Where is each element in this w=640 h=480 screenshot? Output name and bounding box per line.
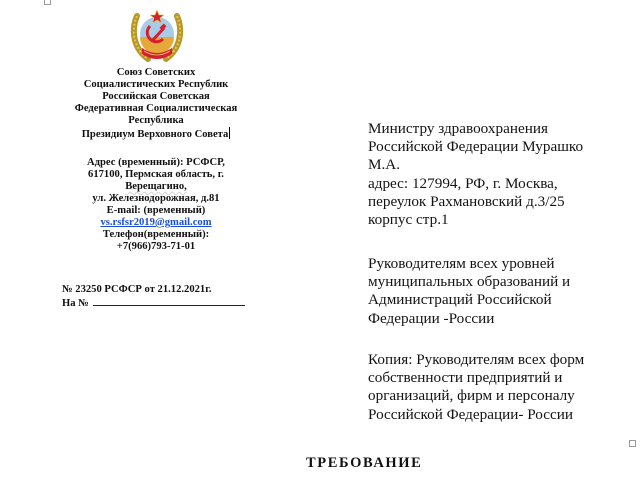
recipient-line: Руководителям всех уровней [368,255,555,272]
org-line-with-cursor [56,127,256,141]
email-link[interactable]: vs.rsfsr2019@gmail.com [100,217,212,228]
recipient-line: организаций, фирм и персоналу [368,387,575,405]
recipient-line: Федерации -России [368,309,495,327]
org-line: Российская Советская [102,91,210,102]
address-line: 617100, Пермская область, г. [88,169,224,180]
incoming-reference [62,296,245,310]
org-line: Союз Советских [116,67,196,78]
recipient-line: Министру здравоохранения [368,120,548,137]
document-title: ТРЕБОВАНИЕ [306,455,423,471]
phone-number: +7(966)793-71-01 [116,241,196,252]
recipient-line: собственности предприятий и [368,369,563,387]
sender-contacts [56,157,256,253]
org-line: Социалистических Республик [83,79,229,90]
org-line: Республика [128,115,184,126]
recipient-line: Администраций Российской [368,291,552,309]
email-link-line [56,217,256,229]
address-line: E-mail: (временный) [106,205,206,216]
page-margin-corner-mark [44,0,51,5]
text-cursor [229,127,230,139]
recipient-line: Российской Федерации Мурашко [368,138,584,156]
recipient-copy [368,351,638,424]
org-line: Президиум Верховного Совета [81,129,229,140]
recipient-line: адрес: 127994, РФ, г. Москва, [368,174,558,192]
recipient-minister [368,120,638,229]
outgoing-number: № 23250 РСФСР от 21.12.2021г. [62,284,212,295]
recipient-line: Российской Федерации- России [368,405,574,423]
address-line: ул. Железнодорожная, д.81 [92,193,220,204]
recipient-municipal-heads [368,255,638,328]
recipient-line: корпус стр.1 [368,211,449,229]
phone-label: Телефон(временный): [102,229,210,240]
org-line: Федеративная Социалистическая [74,103,238,114]
fill-in-line [93,296,245,306]
recipient-line: переулок Рахмановский д.3/25 [368,192,565,210]
page-margin-corner-mark [629,440,636,447]
sender-organization [56,67,256,141]
incoming-reference-label: На № [62,298,89,309]
recipient-line: муниципальных образований и [368,273,571,291]
address-line: Верещагино, [125,181,187,192]
recipient-line: М.А. [368,156,401,174]
recipient-line: Копия: Руководителям всех форм [368,351,585,368]
rsfsr-coat-of-arms-icon [128,4,186,66]
address-line: Адрес (временный): РСФСР, [87,157,225,168]
